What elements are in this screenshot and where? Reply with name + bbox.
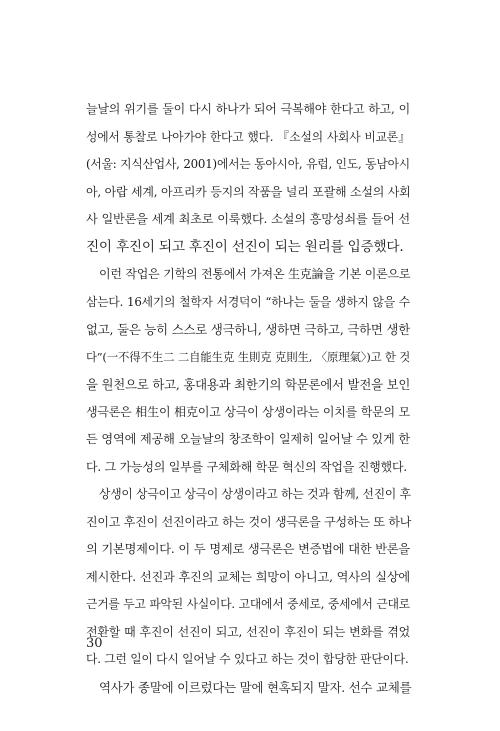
- body-text: [86, 96, 410, 701]
- text-line: 다. 그런 일이 다시 일어날 수 있다고 하는 것이 합당한 판단이다.: [86, 652, 409, 666]
- text-line: 진이고 후진이 선진이라고 하는 것이 생극론을 구성하는 또 하나: [86, 514, 412, 529]
- text-line: 진이 후진이 되고 후진이 선진이 되는 원리를 입증했다.: [86, 238, 404, 255]
- text-line: 삼는다. 16세기의 철학자 서경덕이 “하나는 둘을 생하지 않을 수: [86, 294, 410, 309]
- text-line: 제시한다. 선진과 후진의 교체는 희망이 아니고, 역사의 실상에: [86, 569, 410, 584]
- text-line: 아, 아랍 세계, 아프리카 등지의 작품을 널리 포괄해 소설의 사회: [86, 184, 411, 199]
- text-line: 을 원천으로 하고, 홍대용과 최한기의 학문론에서 발전을 보인: [86, 377, 411, 392]
- text-line: 다. 그 가능성의 일부를 구체화해 학문 혁신의 작업을 진행했다.: [86, 459, 407, 474]
- text-line: 근거를 두고 파악된 사실이다. 고대에서 중세로, 중세에서 근대로: [86, 597, 410, 611]
- text-line: 생극론은 相生이 相克이고 상극이 상생이라는 이치를 학문의 모: [86, 404, 410, 419]
- text-line: 이런 작업은 기학의 전통에서 가져온 生克論을 기본 이론으로: [99, 267, 411, 281]
- text-line: 전환할 때 후진이 선진이 되고, 선진이 후진이 되는 변화를 겪었: [86, 624, 410, 639]
- text-line: 역사가 종말에 이르렀다는 말에 현혹되지 말자. 선수 교체를: [99, 679, 412, 695]
- text-line: 다”(一不得不生二 二自能生克 生則克 克則生, 〈原理氣〉)고 한 것: [86, 349, 410, 364]
- text-line: 없고, 둘은 능히 스스로 생극하니, 생하면 극하고, 극하면 생한: [86, 322, 410, 337]
- text-line: 사 일반론을 세계 최초로 이룩했다. 소설의 흥망성쇠를 들어 선: [86, 212, 410, 226]
- text-line: 성에서 통찰로 나아가야 한다고 했다. 『소설의 사회사 비교론』: [86, 129, 410, 144]
- text-line: 의 기본명제이다. 이 두 명제로 생극론은 변증법에 대한 반론을: [86, 542, 410, 556]
- text-line: 늘날의 위기를 둘이 다시 하나가 되어 극복해야 한다고 하고, 이: [86, 102, 410, 116]
- text-line: 상생이 상극이고 상극이 상생이라고 하는 것과 함께, 선진이 후: [99, 487, 411, 501]
- page-number: 30: [86, 636, 103, 651]
- text-line: 든 영역에 제공해 오늘날의 창조학이 일제히 일어날 수 있게 한: [86, 432, 410, 446]
- text-line: (서울: 지식산업사, 2001)에서는 동아시아, 유럽, 인도, 동남아시: [86, 157, 410, 171]
